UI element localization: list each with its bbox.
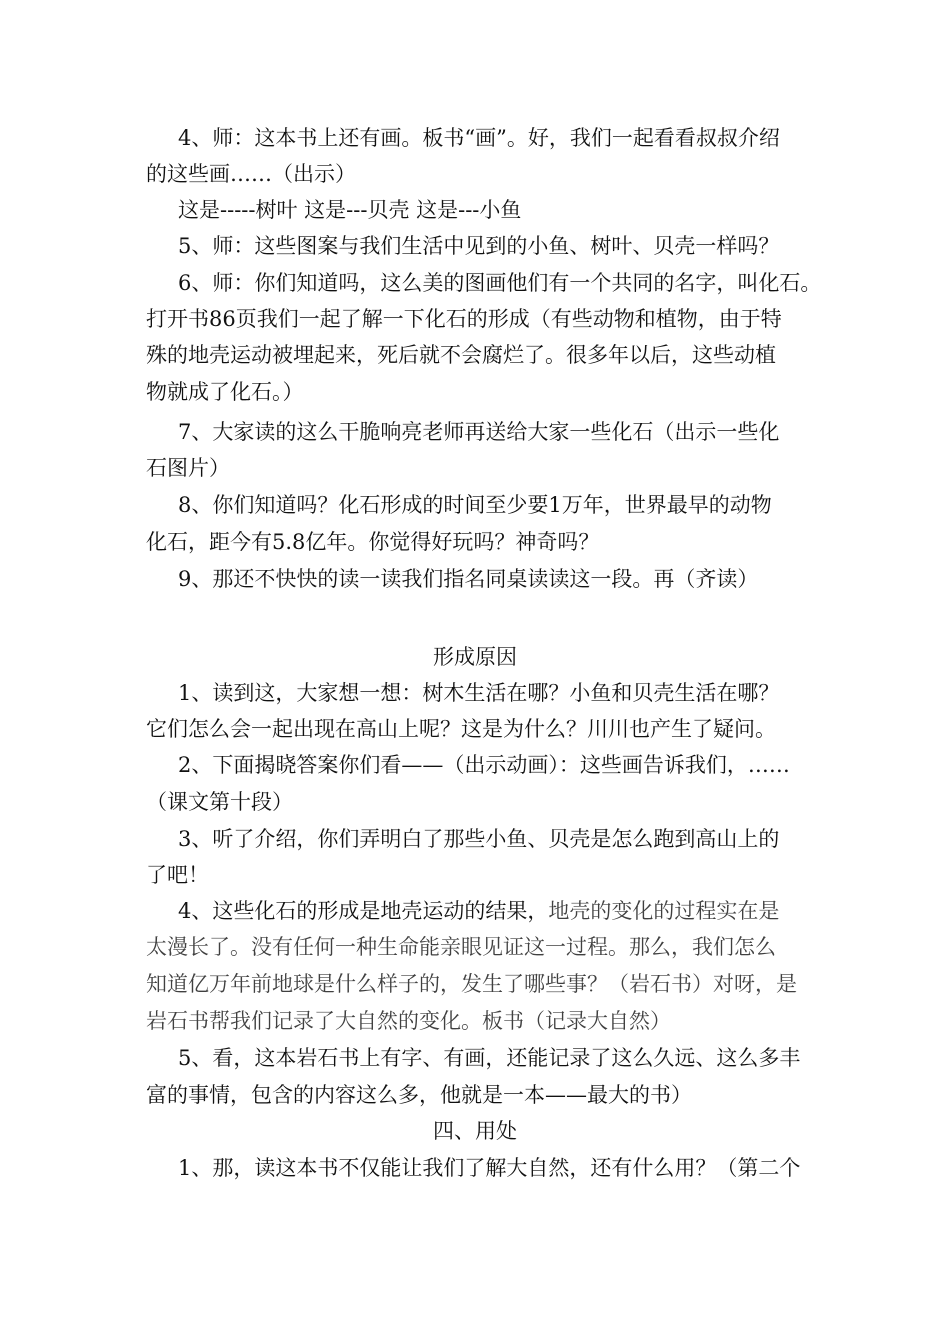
paragraph-line: （课文第十段） [146,790,293,814]
paragraph-line: 3、听了介绍，你们弄明白了那些小鱼、贝壳是怎么跑到高山上的 [178,827,780,851]
line-segment: 地壳的变化的过程实在是 [548,899,780,923]
paragraph-line: 知道亿万年前地球是什么样子的，发生了哪些事？（岩石书）对呀，是 [146,972,797,996]
paragraph-line: 1、那，读这本书不仅能让我们了解大自然，还有什么用？（第二个 [178,1156,801,1180]
paragraph-line: 富的事情，包含的内容这么多，他就是一本——最大的书） [146,1083,692,1107]
line-segment: 4、这些化石的形成是地壳运动的结果， [178,899,549,923]
paragraph-line: 6、师：你们知道吗，这么美的图画他们有一个共同的名字，叫化石。 [178,271,822,295]
paragraph-line: 太漫长了。没有任何一种生命能亲眼见证这一过程。那么，我们怎么 [146,935,776,959]
paragraph-line: 的这些画……（出示） [146,162,356,186]
paragraph-line: 这是-----树叶 这是---贝壳 这是---小鱼 [178,198,522,222]
paragraph-line: 了吧！ [146,863,209,887]
paragraph-line: 4、师：这本书上还有画。板书“画”。好，我们一起看看叔叔介绍 [178,126,780,150]
paragraph-line: 1、读到这，大家想一想：树木生活在哪？小鱼和贝壳生活在哪？ [178,681,780,705]
paragraph-line: 2、下面揭晓答案你们看——（出示动画）：这些画告诉我们，…… [178,753,790,777]
paragraph-line: 8、你们知道吗？化石形成的时间至少要1万年，世界最早的动物 [178,493,772,517]
paragraph-line: 5、师：这些图案与我们生活中见到的小鱼、树叶、贝壳一样吗？ [178,234,780,258]
section-heading: 形成原因 [433,645,517,669]
paragraph-line: 石图片） [146,456,230,480]
paragraph-line: 化石，距今有5.8亿年。你觉得好玩吗？神奇吗？ [146,530,600,554]
paragraph-line: 岩石书帮我们记录了大自然的变化。板书（记录大自然） [146,1009,671,1033]
paragraph-line: 殊的地壳运动被埋起来，死后就不会腐烂了。很多年以后，这些动植 [146,343,776,367]
paragraph-line: 7、大家读的这么干脆响亮老师再送给大家一些化石（出示一些化 [178,420,780,444]
section-heading: 四、用处 [433,1119,517,1143]
paragraph-line: 5、看，这本岩石书上有字、有画，还能记录了这么久远、这么多丰 [178,1046,801,1070]
paragraph-line: 它们怎么会一起出现在高山上呢？这是为什么？川川也产生了疑问。 [146,717,776,741]
paragraph-line: 物就成了化石。） [146,380,304,404]
paragraph-line: 9、那还不快快的读一读我们指名同桌读读这一段。再（齐读） [178,567,759,591]
paragraph-line [178,899,779,923]
paragraph-line: 打开书86页我们一起了解一下化石的形成（有些动物和植物，由于特 [146,307,782,331]
